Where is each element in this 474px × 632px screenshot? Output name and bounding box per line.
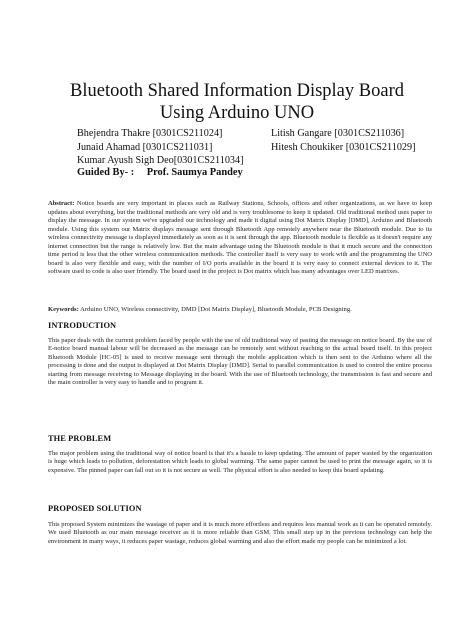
abstract	[48, 200, 432, 277]
author-5: Kumar Ayush Sigh Deo[0301CS211034]	[77, 155, 244, 166]
author-4: Hitesh Choukiker [0301CS211029]	[271, 142, 416, 153]
author-3: Junaid Ahamad [0301CS211031]	[77, 142, 213, 153]
paper-title-line-1: Bluetooth Shared Information Display Board	[70, 81, 404, 101]
abstract-text: Notice boards are very important in places such as Railway Stations, Schools, offices and other organizations, as we have to keep updates about everything, but the traditional methods are very old and is very troublesome to keep it updated. Old traditional method uses paper to display the message. In our system we've upgraded our technology and made it digital using Dot Matrix Display [DMD], Arduino and Bluetooth module. Using this system our Matrix displays message sent through Bluetooth App remotely anywhere near the Bluetooth module. Due to its wireless connectivity message is displayed immediately as soon as it is sent through the app. Bluetooth module is flexible as it doesn't require any internet connection but the range is relatively low. But the main advantage using the Bluetooth module is that it much secure and the connection time period is less that the other wireless communication methods. The controller itself is very easy to work with and the programming the UNO board is also very flexible and easy, with the number of I/O ports available in the board it is very easy to connect external devices to it. The software used to code is also user friendly. The board used in the project is Dot matrix which has many advantages over LED matrixes.	[48, 200, 433, 276]
keywords-label: Keywords:	[48, 306, 79, 313]
author-2: Litish Gangare [0301CS211036]	[271, 128, 405, 139]
paper-title-line-2: Using Arduino UNO	[159, 103, 315, 123]
section-heading-introduction: INTRODUCTION	[48, 321, 117, 330]
keywords	[48, 306, 432, 315]
author-1: Bhejendra Thakre [0301CS211024]	[77, 128, 223, 139]
abstract-label: Abstract:	[48, 200, 75, 207]
section-heading-problem: THE PROBLEM	[48, 434, 112, 443]
keywords-text: Arduino UNO, Wireless connectivity, DMD [Dot Matrix Display], Bluetooth Module, PCB Designing.	[80, 306, 352, 313]
guided-by	[77, 167, 243, 178]
guided-by-label: Guided By- :	[77, 167, 135, 178]
guide-name: Prof. Saumya Pandey	[146, 167, 243, 178]
section-text-problem: The major problem using the traditional way of notice board is that it's a hassle to keep updating. The amount of paper wasted by the organization is huge which leads to pollution, deforestation which leads to global warming. The same paper cannot be used to print the message again, so it is expensive. The pinned paper can fall out so it is not secure as well. The physical effort is also needed to keep this board updating.	[48, 450, 432, 474]
section-text-proposed-solution: This proposed System minimizes the wastage of paper and it is much more effortless and requires less manual work as it can be operated remotely. We used Bluetooth as our main message receiver as it is more reliable than GSM. This small step up in the previous technology can help the environment in many ways, it reduces paper wastage, reduces global warming and also the effort made my people can be minimized a lot.	[48, 521, 432, 545]
section-text-introduction: This paper deals with the current problem faced by people with the use of old traditional way of pasting the message on notice board. By the use of E-notice board manual labour will be decreased as the message can be remotely sent without reaching to the actual board itself. In this project Bluetooth Module [HC-05] is used to receive message sent through the mobile application which is then sent to the Arduino where all the processing is done and the output is displayed at Dot Matrix Display [DMD]. Serial to parallel communication is used to control the entire process starting from message receiving to Message displaying in the board. With the use of Bluetooth technology, the transmission is fast and secure and the main controller is very easy to handle and to program it.	[48, 337, 432, 387]
section-heading-proposed-solution: PROPOSED SOLUTION	[48, 504, 142, 513]
